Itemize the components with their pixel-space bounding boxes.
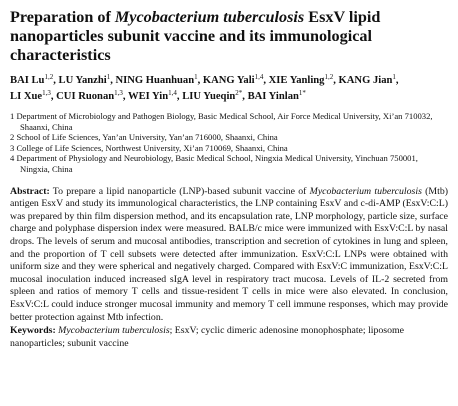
author: KANG Jian$^1$ <box>338 73 396 86</box>
author: LU Yanzhi$^1$ <box>58 73 111 86</box>
affiliation-number: 1 <box>10 111 15 121</box>
affiliation-text: Department of Physiology and Neurobiology, Basic Medical School, Ningxia Medical University, Yinchuan 750001, Ningxia, China <box>16 153 418 174</box>
author: LI Xue$^{1,3}$ <box>10 89 51 102</box>
affiliation <box>10 111 448 132</box>
author-list: BAI Lu$^{1,2}$, LU Yanzhi$^1$, NING Huanhuan$^1$, KANG Yali$^{1,4}$, XIE Yanling$^{1,2}$, KANG Jian$^1$, LI Xue$^{1,3}$, CUI Ruonan$^{1,3}$, WEI Yin$^{1,4}$, LIU Yueqin$^{2*}$, BAI Yinlan$^{1*}$ <box>10 73 399 102</box>
affiliation-text: College of Life Sciences, Northwest University, Xi’an 710069, Shaanxi, China <box>16 142 288 153</box>
affiliation <box>10 143 448 154</box>
author: KANG Yali$^{1,4}$ <box>202 73 264 86</box>
author: BAI Lu$^{1,2}$ <box>10 73 54 86</box>
author: XIE Yanling$^{1,2}$ <box>268 73 334 86</box>
author: BAI Yinlan$^{1*}$ <box>247 89 306 102</box>
affiliation-number: 4 <box>10 153 15 164</box>
keywords <box>10 325 448 350</box>
affiliation-number: 3 <box>10 142 15 153</box>
paper-title <box>10 8 448 65</box>
keyword-species-name: Mycobacterium tuberculosis <box>58 325 170 337</box>
author: NING Huanhuan$^1$ <box>115 73 198 86</box>
affiliation-text: School of Life Sciences, Yan’an University, Yan’an 716000, Shaanxi, China <box>16 132 278 143</box>
abstract-text: (Mtb) antigen EsxV and study its immunological characteristics, the LNP containing EsxV and c-di-AMP (EsxV:C:L) was prepared by thin film dispersion method, and its encapsulation rate, LNP morphology, particle size, surface charge and polyphase dispersion index were measured. BALB/c mice were immunized with EsxV:C:L by nasal drops. The levels of serum and mucosal antibodies, transcription and secretion of cytokines in lung and spleen, and the proportion of T cell subsets were detected after immunization. EsxV:C:L LNPs were obtained with uniform size and they were spherical and negatively charged. Compared with EsxV:C immunization, EsxV:C:L mucosal inoculation induced increased sIgA level in respiratory tract mucosa. Levels of IL-2 secreted from spleen and ratios of memory T cells and tissue-resident T cells in mice were also elevated. In conclusion, EsxV:C:L could induce stronger mucosal immunity and memory T cell immune responses, which may provide better protection against Mtb infection. <box>10 185 448 323</box>
affiliation-number: 2 <box>10 132 15 143</box>
affiliation-list <box>10 111 448 175</box>
abstract-text: To prepare a lipid nanoparticle (LNP)-based subunit vaccine of <box>49 185 310 197</box>
author: LIU Yueqin$^{2*}$ <box>182 89 243 102</box>
affiliation-text: Department of Microbiology and Pathogen Biology, Basic Medical School, Air Force Medical University, Xi’an 710032, Shaanxi, China <box>16 111 433 132</box>
affiliation <box>10 132 448 143</box>
abstract-species-name: Mycobacterium tuberculosis <box>309 185 422 197</box>
title-part: Preparation of <box>10 8 115 26</box>
author: CUI Ruonan$^{1,3}$ <box>56 89 123 102</box>
abstract <box>10 186 448 325</box>
title-species-name: Mycobacterium tuberculosis <box>114 8 305 26</box>
keywords-label: Keywords: <box>10 325 56 337</box>
paper-page <box>10 8 448 350</box>
keywords-text: ; EsxV; cyclic dimeric adenosine monophosphate; liposome nanoparticles; subunit vaccine <box>10 325 404 349</box>
title-part: EsxV lipid nanoparticles subunit vaccine and its immunological characteristics <box>10 8 381 64</box>
abstract-label: Abstract: <box>10 185 50 197</box>
author: WEI Yin$^{1,4}$ <box>128 89 177 102</box>
affiliation <box>10 153 448 174</box>
